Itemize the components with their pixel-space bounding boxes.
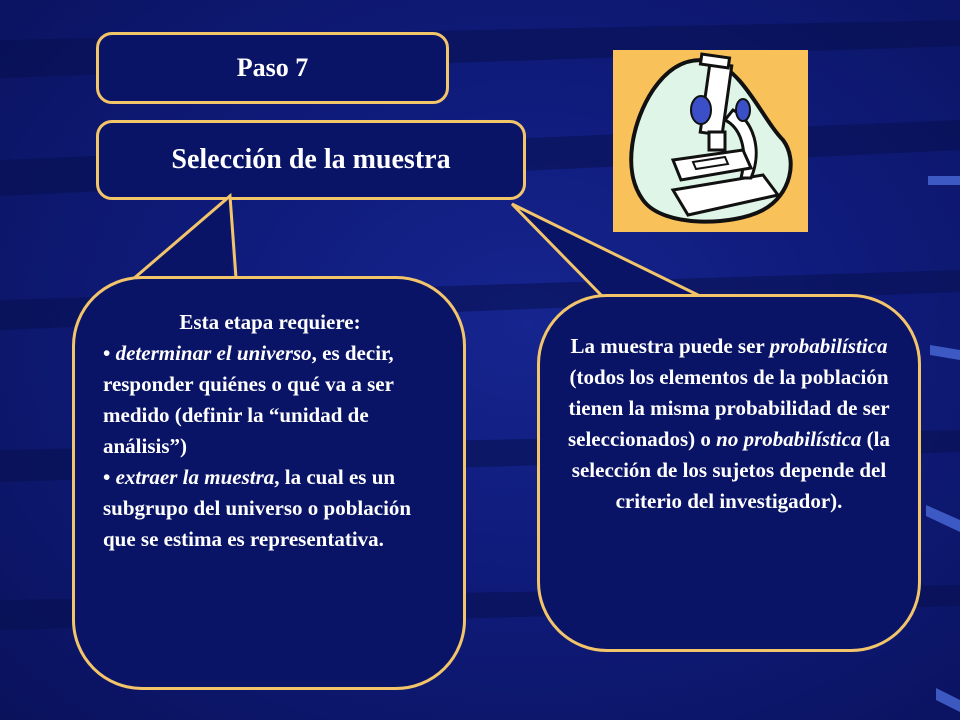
bullet-2-emphasis: extraer la muestra (115, 465, 275, 489)
left-bubble-bullet-2 (103, 462, 437, 555)
right-emphasis-1: probabilística (769, 334, 888, 358)
right-speech-bubble (537, 294, 921, 652)
right-text-3: (la selección de los sujetos depende del criterio del investigador). (571, 427, 890, 513)
right-emphasis-2: no probabilística (716, 427, 862, 451)
bullet-2-text: , la cual es un subgrupo del universo o población que se estima es representativa. (103, 465, 412, 551)
bullet-1-emphasis: determinar el universo (115, 341, 312, 365)
left-bubble-heading: Esta etapa requiere: (179, 310, 361, 334)
section-title: Selección de la muestra (171, 144, 451, 175)
microscope-icon (613, 50, 808, 232)
left-bubble-bullet-1 (103, 338, 437, 462)
section-title-box (96, 120, 526, 200)
bullet-1-text: , es decir, responder quiénes o qué va a ser medido (definir la “unidad de análisis”) (103, 341, 394, 458)
microscope-image (613, 50, 808, 232)
right-text-2: (todos los elementos de la población tienen la misma probabilidad de ser seleccionados) o (567, 365, 890, 451)
right-text-1: La muestra puede ser (570, 334, 770, 358)
bullet-marker: • (103, 465, 116, 489)
step-title: Paso 7 (236, 53, 309, 82)
step-title-box (96, 32, 449, 104)
bullet-marker: • (103, 341, 116, 365)
left-speech-bubble (72, 276, 466, 690)
